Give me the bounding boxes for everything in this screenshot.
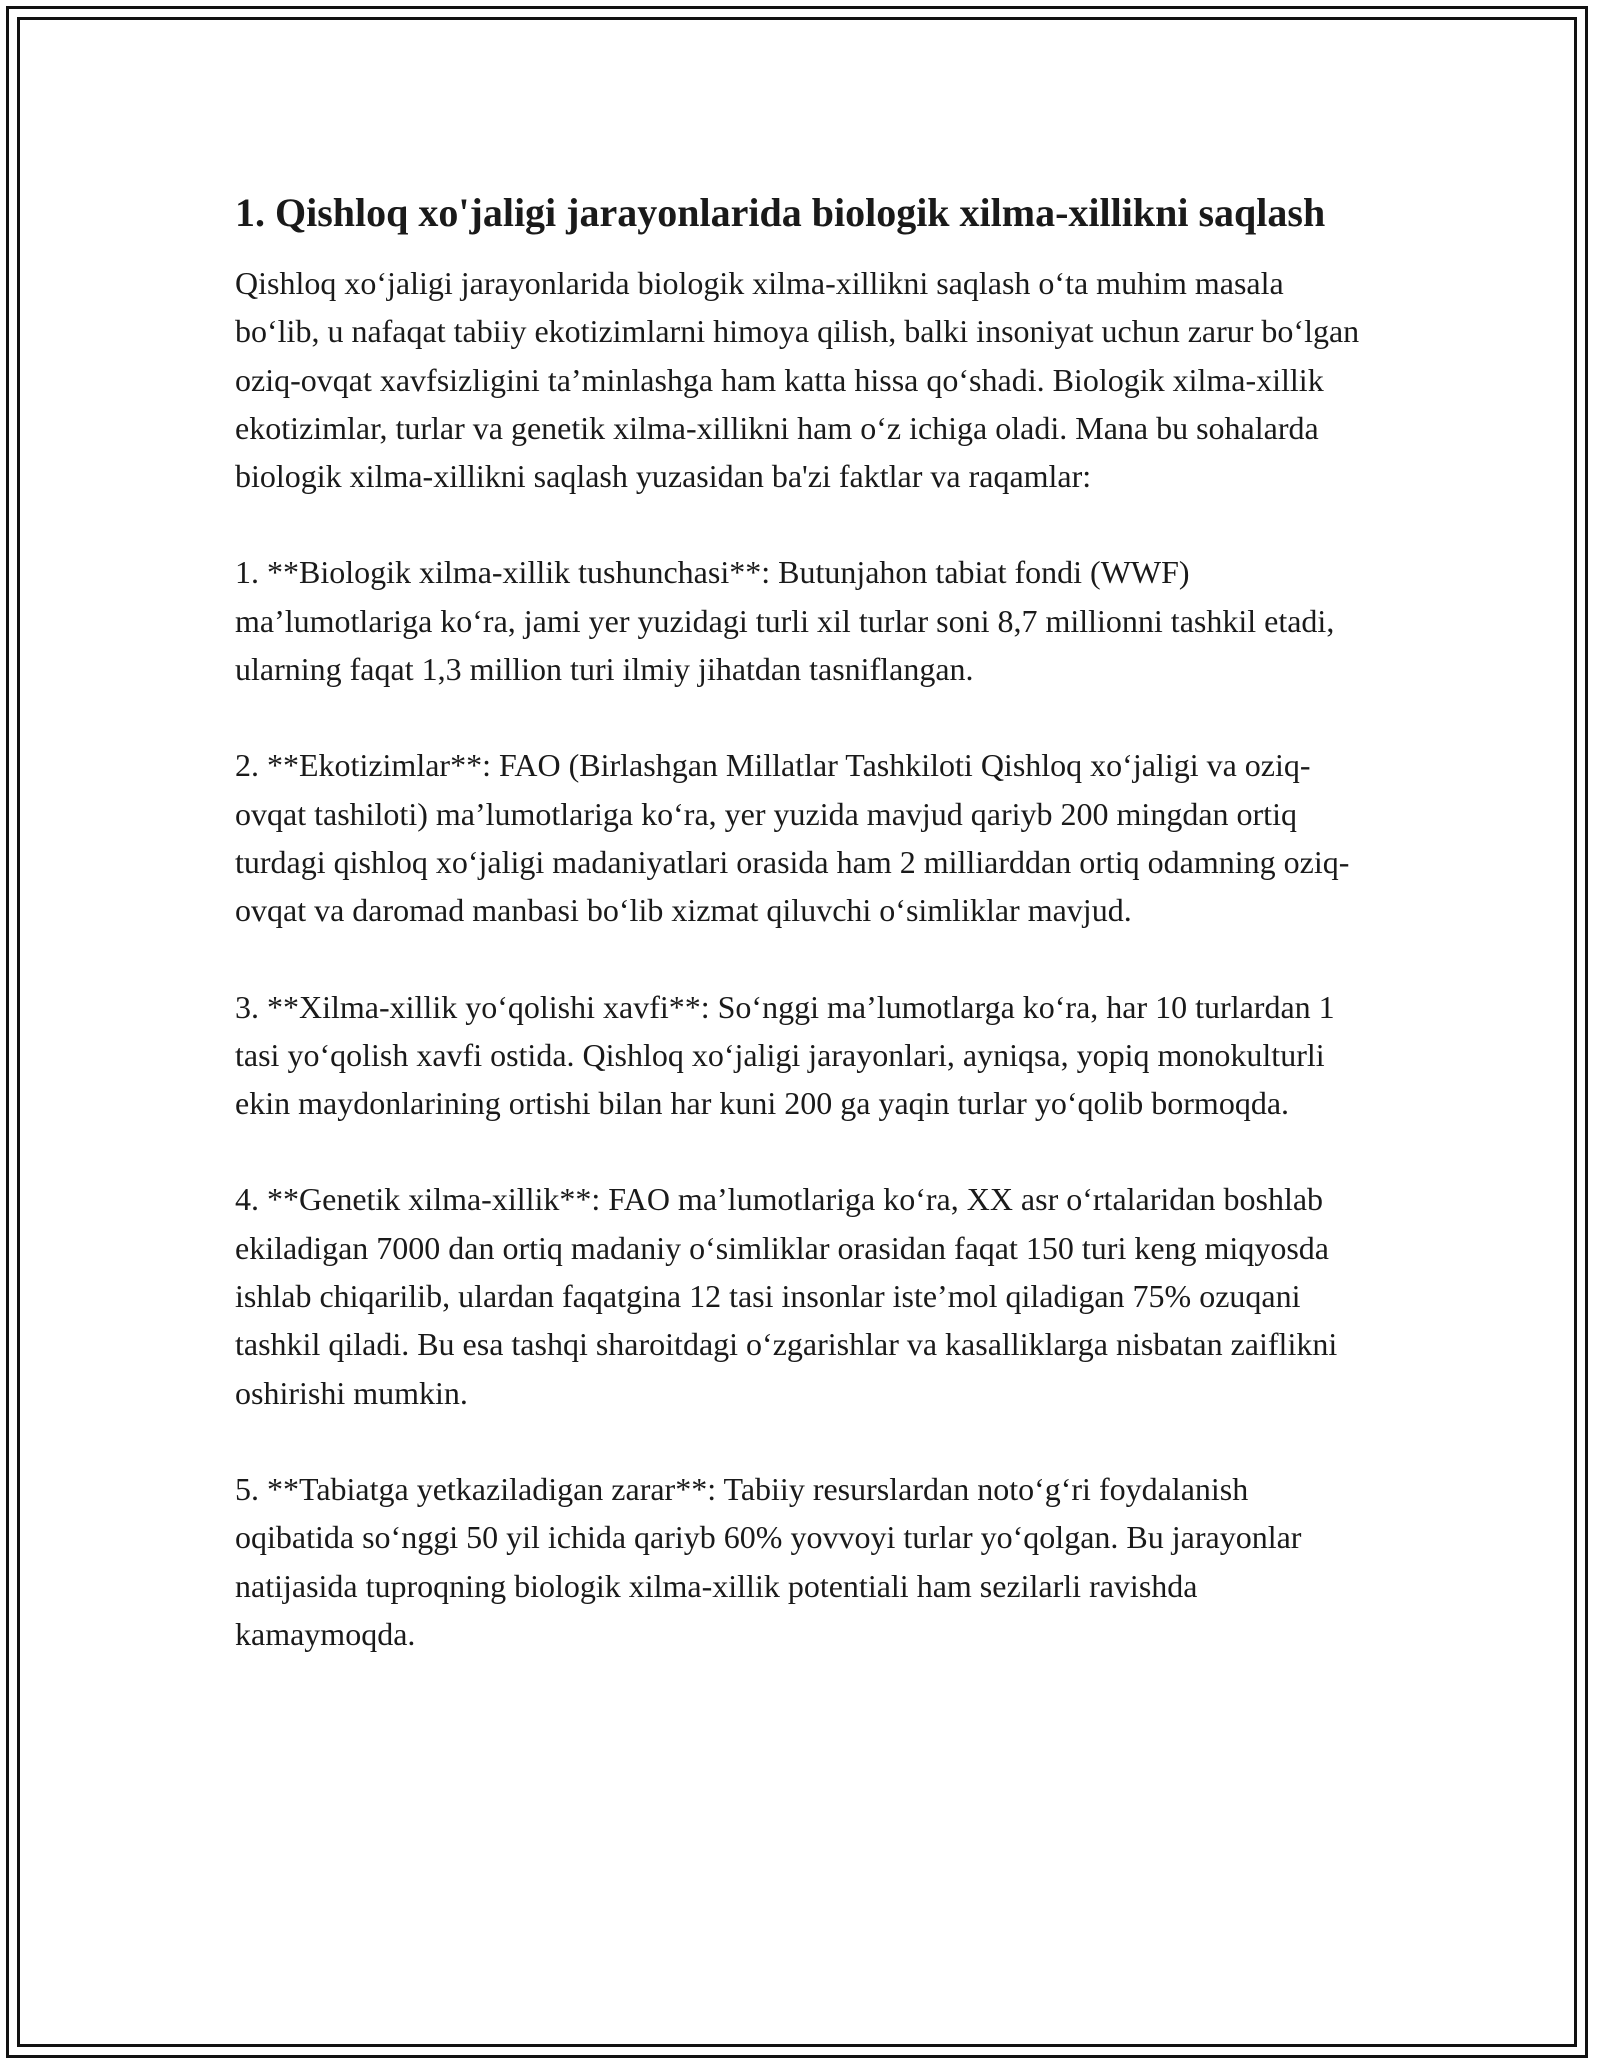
intro-paragraph: Qishloq xo‘jaligi jarayonlarida biologik xilma-xillikni saqlash o‘ta muhim masala bo‘lib, u nafaqat tabiiy ekotizimlarni himoya qilish, balki insoniyat uchun zarur bo‘lgan oziq-ovqat xavfsizligini ta’minlashga ham katta hissa qo‘shadi. Biologik xilma-xillik ekotizimlar, turlar va genetik xilma-xillikni ham o‘z ichiga oladi. Mana bu sohalarda biologik xilma-xillikni saqlash yuzasidan ba'zi faktlar va raqamlar: [235,265,1360,495]
fact-paragraph-5: 5. **Tabiatga yetkaziladigan zarar**: Tabiiy resurslardan noto‘g‘ri foydalanish oqibatida so‘nggi 50 yil ichida qariyb 60% yovvoyi turlar yo‘qolgan. Bu jarayonlar natijasida tuproqning biologik xilma-xillik potentiali ham sezilarli ravishda kamaymoqda. [235,1470,1302,1652]
fact-paragraph-1: 1. **Biologik xilma-xillik tushunchasi**: Butunjahon tabiat fondi (WWF) ma’lumotlariga ko‘ra, jami yer yuzidagi turli xil turlar soni 8,7 millionni tashkil etadi, ularning faqat 1,3 million turi ilmiy jihatdan tasniflangan. [235,554,1335,688]
fact-paragraph-2: 2. **Ekotizimlar**: FAO (Birlashgan Millatlar Tashkiloti Qishloq xo‘jaligi va oziq-ovqat tashiloti) ma’lumotlariga ko‘ra, yer yuzida mavjud qariyb 200 mingdan ortiq turdagi qishloq xo‘jaligi madaniyatlari orasida ham 2 milliarddan ortiq odamning oziq-ovqat va daromad manbasi bo‘lib xizmat qiluvchi o‘simliklar mavjud. [235,747,1350,929]
fact-paragraph-4: 4. **Genetik xilma-xillik**: FAO ma’lumotlariga ko‘ra, XX asr o‘rtalaridan boshlab ekiladigan 7000 dan ortiq madaniy o‘simliklar orasidan faqat 150 turi keng miqyosda ishlab chiqarilib, ulardan faqatgina 12 tasi insonlar iste’mol qiladigan 75% ozuqani tashkil qiladi. Bu esa tashqi sharoitdagi o‘zgarishlar va kasalliklarga nisbatan zaiflikni oshirishi mumkin. [235,1181,1338,1411]
document-body [235,186,1375,1658]
document-title: 1. Qishloq xo'jaligi jarayonlarida biologik xilma-xillikni saqlash [235,190,1326,235]
fact-paragraph-3: 3. **Xilma-xillik yo‘qolishi xavfi**: So‘nggi ma’lumotlarga ko‘ra, har 10 turlardan 1 tasi yo‘qolish xavfi ostida. Qishloq xo‘jaligi jarayonlari, ayniqsa, yopiq monokulturli ekin maydonlarining ortishi bilan har kuni 200 ga yaqin turlar yo‘qolib bormoqda. [235,988,1335,1122]
